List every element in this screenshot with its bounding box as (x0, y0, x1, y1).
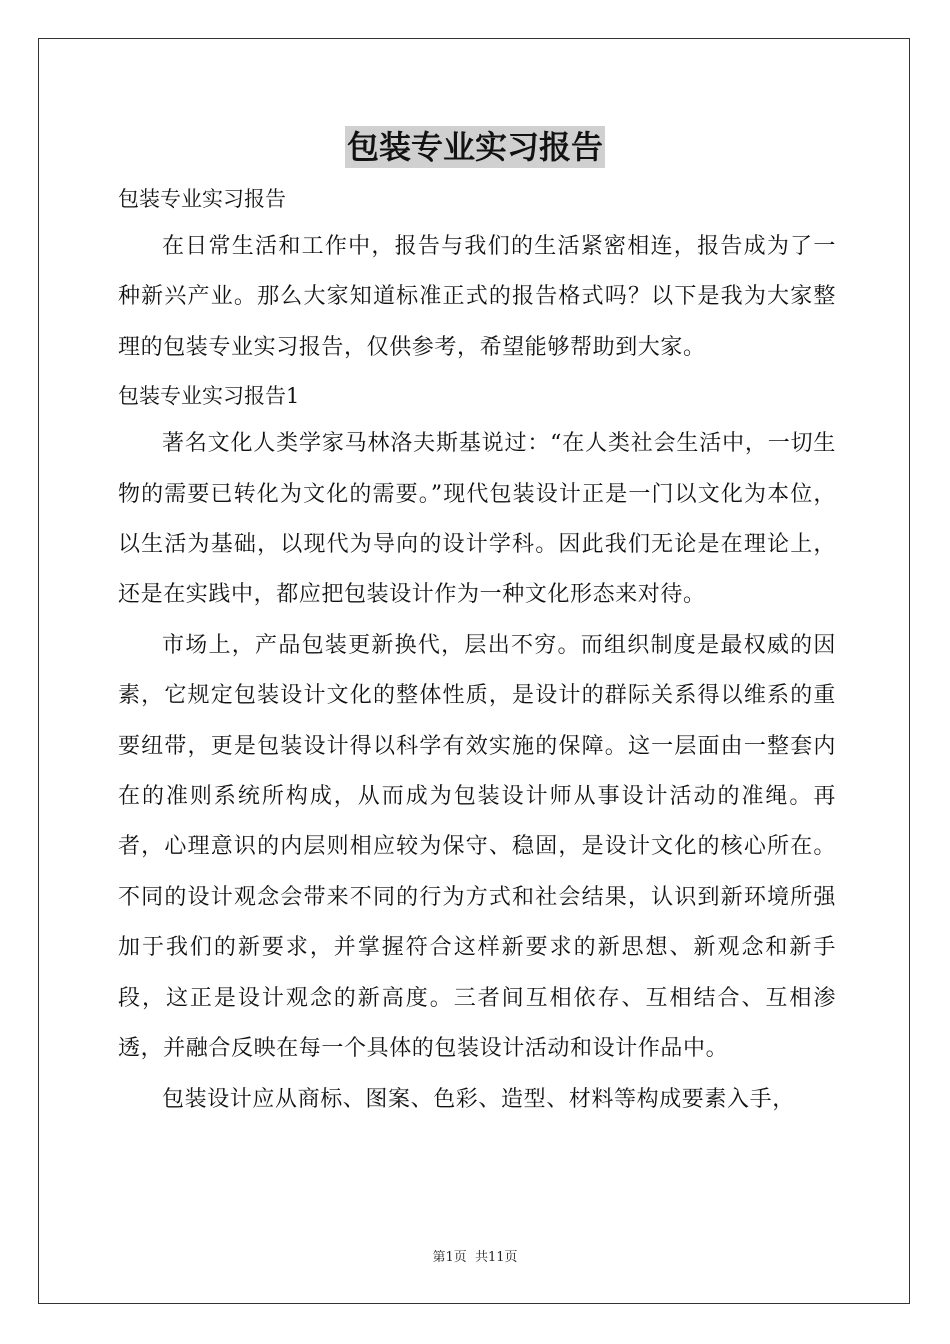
body-paragraph: 市场上，产品包装更新换代，层出不穷。而组织制度是最权威的因素，它规定包装设计文化的整体性质，是设计的群际关系得以维系的重要纽带，更是包装设计得以科学有效实施的保障。这一层面由一整套内在的准则系统所构成，从而成为包装设计师从事设计活动的准绳。再者，心理意识的内层则相应较为保守、稳固，是设计文化的核心所在。不同的设计观念会带来不同的行为方式和社会结果，认识到新环境所强加于我们的新要求，并掌握符合这样新要求的新思想、新观念和新手段，这正是设计观念的新高度。三者间互相依存、互相结合、互相渗透，并融合反映在每一个具体的包装设计活动和设计作品中。 (118, 632, 836, 1062)
page-total: 共11页 (474, 1250, 518, 1265)
intro-paragraph: 在日常生活和工作中，报告与我们的生活紧密相连，报告成为了一种新兴产业。那么大家知道标准正式的报告格式吗？以下是我为大家整理的包装专业实习报告，仅供参考，希望能够帮助到大家。 (118, 234, 836, 360)
page-number: 第1页 (432, 1250, 467, 1265)
title-wrap (0, 126, 950, 168)
body-paragraph: 包装设计应从商标、图案、色彩、造型、材料等构成要素入手， (162, 1086, 795, 1112)
document-title: 包装专业实习报告 (346, 128, 603, 166)
document-body (118, 176, 836, 1125)
document-subtitle: 包装专业实习报告 (118, 187, 286, 211)
section-heading: 包装专业实习报告1 (118, 384, 300, 409)
body-paragraph: 著名文化人类学家马林洛夫斯基说过：“在人类社会生活中，一切生物的需要已转化为文化的需要。”现代包装设计正是一门以文化为本位，以生活为基础，以现代为导向的设计学科。因此我们无论是在理论上，还是在实践中，都应把包装设计作为一种文化形态来对待。 (118, 431, 836, 608)
page-footer (0, 1246, 950, 1265)
